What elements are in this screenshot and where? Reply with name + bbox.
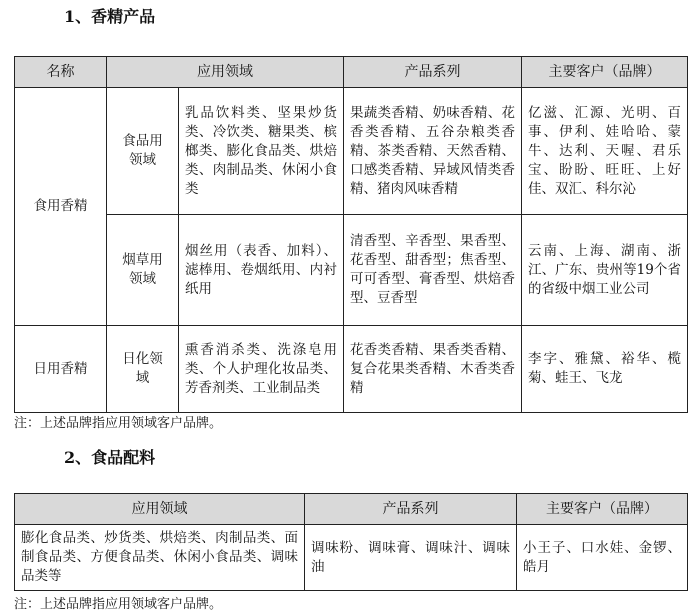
section-1-title: 1、香精产品: [64, 7, 156, 26]
daily-main-customers: 李字、雅黛、裕华、榄菊、蛙王、飞龙: [522, 326, 688, 413]
tobacco-application-fields: 烟丝用（表香、加料）、滤棒用、卷烟纸用、内衬纸用: [179, 215, 344, 326]
header-application-field: 应用领域: [15, 494, 305, 525]
table-row: [15, 215, 688, 326]
fragrance-products-table: [14, 56, 688, 413]
header-product-series: 产品系列: [305, 494, 517, 525]
header-name: 名称: [15, 57, 107, 88]
table-header-row: [15, 57, 688, 88]
section-1-note: 注：上述品牌指应用领域客户品牌。: [14, 416, 223, 431]
section-2-note: 注：上述品牌指应用领域客户品牌。: [14, 597, 223, 612]
header-product-series: 产品系列: [344, 57, 522, 88]
header-main-customers: 主要客户（品牌）: [522, 57, 688, 88]
sub-field-food: 食品用领域: [107, 88, 179, 215]
daily-application-fields: 熏香消杀类、洗涤皂用类、个人护理化妆品类、芳香剂类、工业制品类: [179, 326, 344, 413]
header-main-customers: 主要客户（品牌）: [517, 494, 688, 525]
sub-field-tobacco: 烟草用领域: [107, 215, 179, 326]
sub-field-daily-chemical: 日化领域: [107, 326, 179, 413]
daily-product-series: 花香类香精、果香类香精、复合花果类香精、木香类香精: [344, 326, 522, 413]
tobacco-main-customers: 云南、上海、湖南、浙江、广东、贵州等19个省的省级中烟工业公司: [522, 215, 688, 326]
food-main-customers: 亿滋、汇源、光明、百事、伊利、娃哈哈、蒙牛、达利、天喔、君乐宝、盼盼、旺旺、上好佳、双汇、科尔沁: [522, 88, 688, 215]
table-header-row: [15, 494, 688, 525]
food-ingredients-table: [14, 493, 688, 591]
header-application-field: 应用领域: [107, 57, 344, 88]
category-daily-flavor: 日用香精: [15, 326, 107, 413]
table-row: [15, 88, 688, 215]
section-2-title: 2、食品配料: [64, 448, 156, 467]
ingredient-main-customers: 小王子、口水娃、金锣、皓月: [517, 525, 688, 591]
category-food-flavor: 食用香精: [15, 88, 107, 326]
tobacco-product-series: 清香型、辛香型、果香型、花香型、甜香型；焦香型、可可香型、膏香型、烘焙香型、豆香型: [344, 215, 522, 326]
food-product-series: 果蔬类香精、奶味香精、花香类香精、五谷杂粮类香精、茶类香精、天然香精、口感类香精、异域风情类香精、猪肉风味香精: [344, 88, 522, 215]
food-application-fields: 乳品饮料类、坚果炒货类、冷饮类、糖果类、槟榔类、膨化食品类、烘焙类、肉制品类、休闲小食类: [179, 88, 344, 215]
table-row: [15, 525, 688, 591]
ingredient-application-fields: 膨化食品类、炒货类、烘焙类、肉制品类、面制食品类、方便食品类、休闲小食品类、调味品类等: [15, 525, 305, 591]
ingredient-product-series: 调味粉、调味膏、调味汁、调味油: [305, 525, 517, 591]
table-row: [15, 326, 688, 413]
